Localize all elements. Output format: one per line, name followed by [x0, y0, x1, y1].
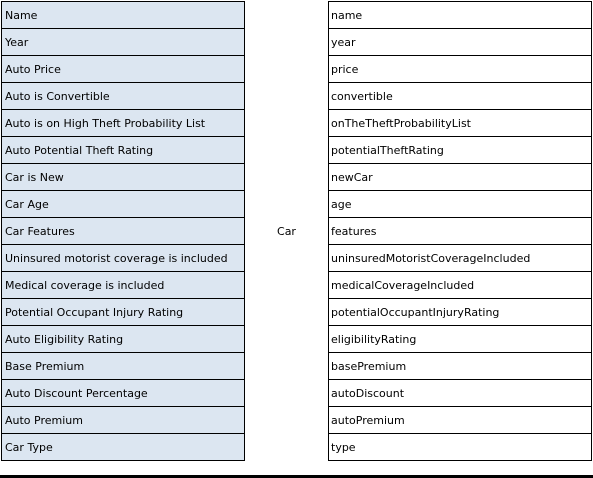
row-label-cell[interactable]: Auto is on High Theft Probability List: [2, 110, 245, 137]
row-field-cell[interactable]: age: [329, 191, 592, 218]
object-column-cell[interactable]: [245, 83, 329, 110]
row-field-cell[interactable]: medicalCoverageIncluded: [329, 272, 592, 299]
object-column-cell[interactable]: [245, 29, 329, 56]
row-label-cell[interactable]: Uninsured motorist coverage is included: [2, 245, 245, 272]
row-field-cell[interactable]: autoDiscount: [329, 380, 592, 407]
table-row: [2, 110, 592, 137]
row-label-cell[interactable]: Auto Eligibility Rating: [2, 326, 245, 353]
object-column-cell[interactable]: [245, 434, 329, 461]
object-column-cell[interactable]: [245, 56, 329, 83]
object-column-cell[interactable]: [245, 137, 329, 164]
table-row: [2, 299, 592, 326]
row-field-cell[interactable]: newCar: [329, 164, 592, 191]
table-row: [2, 137, 592, 164]
row-label-cell[interactable]: Auto is Convertible: [2, 83, 245, 110]
table-row: [2, 191, 592, 218]
row-field-cell[interactable]: autoPremium: [329, 407, 592, 434]
field-mapping-table: [1, 1, 592, 461]
row-label-cell[interactable]: Auto Price: [2, 56, 245, 83]
table-row: [2, 407, 592, 434]
row-field-cell[interactable]: onTheTheftProbabilityList: [329, 110, 592, 137]
object-column-cell[interactable]: [245, 380, 329, 407]
table-row: [2, 56, 592, 83]
object-column-cell[interactable]: [245, 164, 329, 191]
row-field-cell[interactable]: price: [329, 56, 592, 83]
object-column-cell[interactable]: [245, 2, 329, 29]
table-row: [2, 353, 592, 380]
object-column-cell[interactable]: [245, 326, 329, 353]
row-field-cell[interactable]: uninsuredMotoristCoverageIncluded: [329, 245, 592, 272]
row-label-cell[interactable]: Name: [2, 2, 245, 29]
row-field-cell[interactable]: year: [329, 29, 592, 56]
table-row: [2, 434, 592, 461]
table-row: [2, 2, 592, 29]
row-label-cell[interactable]: Car is New: [2, 164, 245, 191]
row-label-cell[interactable]: Auto Discount Percentage: [2, 380, 245, 407]
row-field-cell[interactable]: potentialOccupantInjuryRating: [329, 299, 592, 326]
object-column-cell[interactable]: [245, 299, 329, 326]
row-label-cell[interactable]: Base Premium: [2, 353, 245, 380]
row-label-cell[interactable]: Year: [2, 29, 245, 56]
table-row: [2, 29, 592, 56]
table-row: [2, 83, 592, 110]
row-label-cell[interactable]: Car Type: [2, 434, 245, 461]
object-column-cell[interactable]: [245, 110, 329, 137]
table-row: [2, 272, 592, 299]
row-label-cell[interactable]: Auto Potential Theft Rating: [2, 137, 245, 164]
row-field-cell[interactable]: type: [329, 434, 592, 461]
row-field-cell[interactable]: eligibilityRating: [329, 326, 592, 353]
row-label-cell[interactable]: Car Features: [2, 218, 245, 245]
row-label-cell[interactable]: Potential Occupant Injury Rating: [2, 299, 245, 326]
table-row: [2, 218, 592, 245]
row-field-cell[interactable]: basePremium: [329, 353, 592, 380]
row-field-cell[interactable]: features: [329, 218, 592, 245]
row-field-cell[interactable]: potentialTheftRating: [329, 137, 592, 164]
object-column-cell[interactable]: [245, 191, 329, 218]
table-row: [2, 380, 592, 407]
table-row: [2, 164, 592, 191]
object-column-cell[interactable]: [245, 272, 329, 299]
table-row: [2, 326, 592, 353]
object-column-cell[interactable]: [245, 407, 329, 434]
row-field-cell[interactable]: convertible: [329, 83, 592, 110]
row-label-cell[interactable]: Medical coverage is included: [2, 272, 245, 299]
object-column-cell[interactable]: [245, 245, 329, 272]
table-row: [2, 245, 592, 272]
row-label-cell[interactable]: Auto Premium: [2, 407, 245, 434]
row-label-cell[interactable]: Car Age: [2, 191, 245, 218]
field-mapping-rows: [2, 2, 592, 461]
object-column-cell[interactable]: [245, 353, 329, 380]
row-field-cell[interactable]: name: [329, 2, 592, 29]
object-name-cell[interactable]: Car: [245, 218, 329, 245]
